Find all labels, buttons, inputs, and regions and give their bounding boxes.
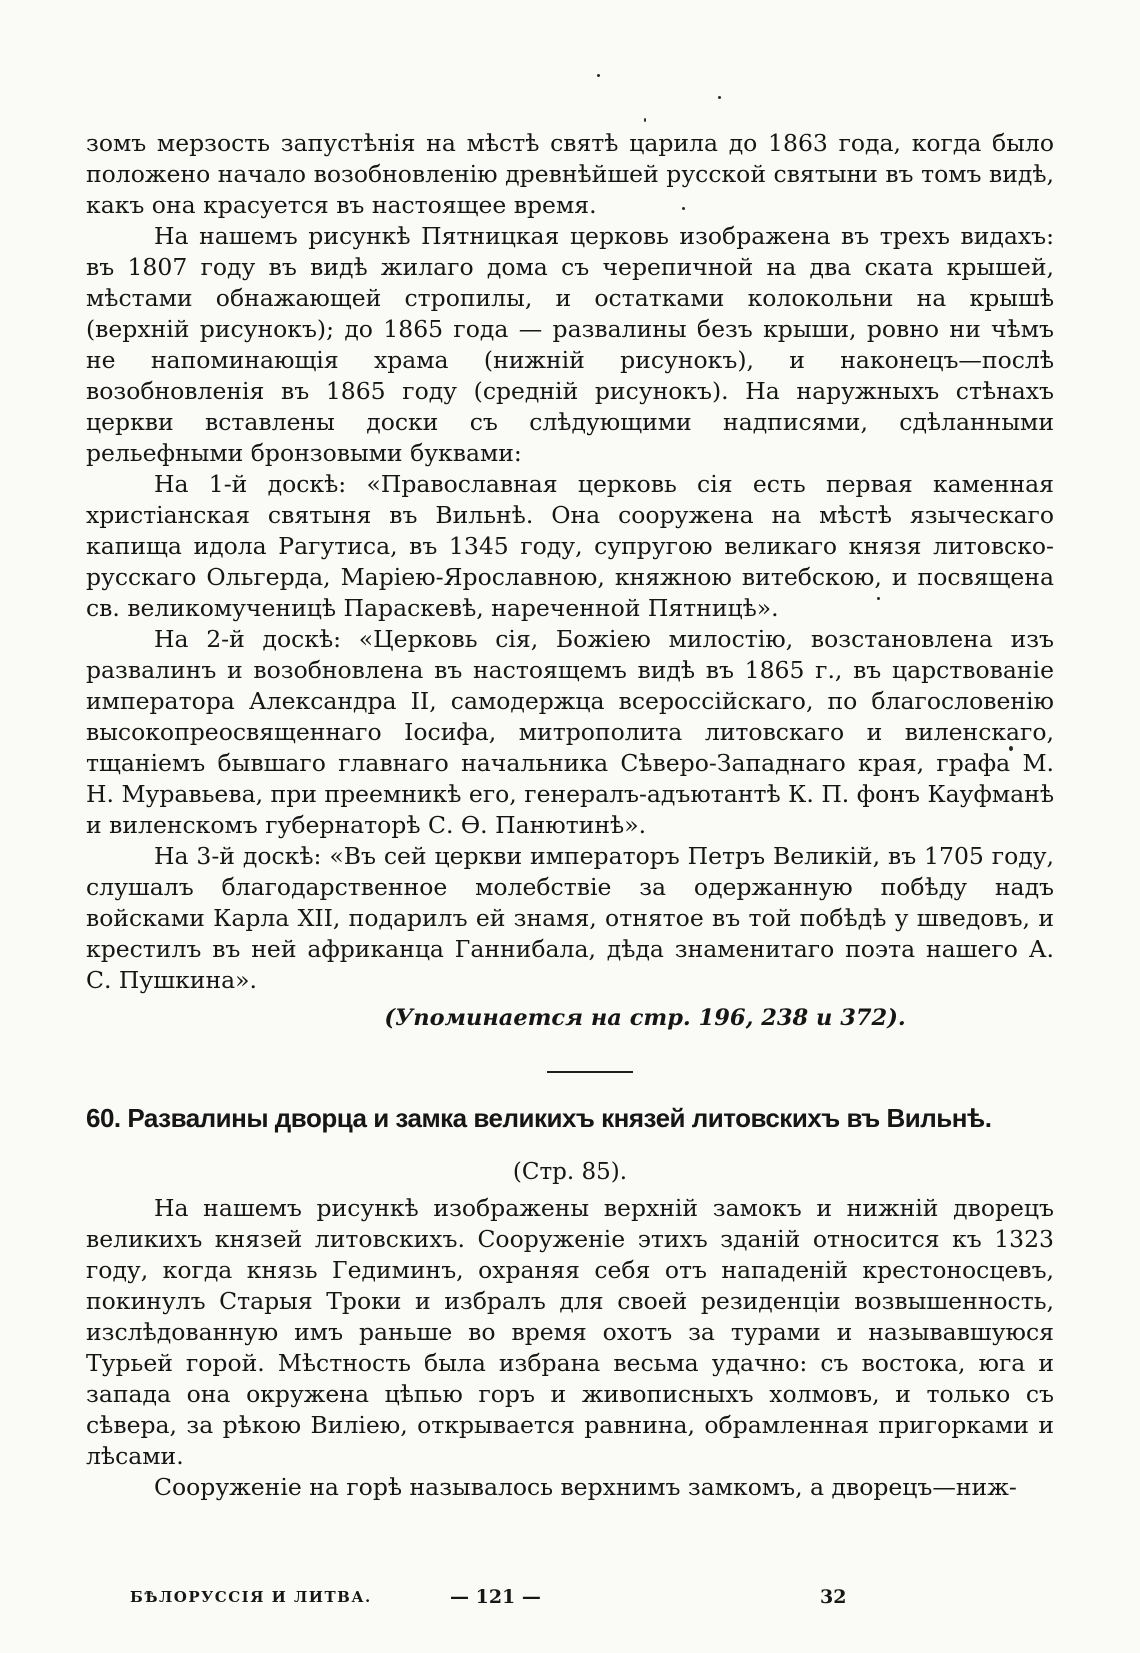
article-vilna-castle	[86, 1193, 1054, 1503]
paragraph-plaque-2: На 2-й доскѣ: «Церковь сія, Божіею милостію, возстановлена изъ развалинъ и возобновлена въ настоящемъ видѣ въ 1865 г., въ царствованіе императора Александра II, самодержца всероссійскаго, по благословенію высокопреосвященнаго Іосифа, митрополита литовскаго и виленскаго, тщаніемъ бывшаго главнаго начальника Сѣверо-Западнаго края, графа М. Н. Муравьева, при преемникѣ его, генералъ-адъютантѣ К. П. фонъ Кауфманѣ и виленскомъ губернаторѣ С. Ѳ. Панютинѣ».	[86, 625, 1054, 839]
paragraph-castle-description: На нашемъ рисункѣ изображены верхній замокъ и нижній дворецъ великихъ князей литовскихъ. Сооруженіе этихъ зданій относится къ 1323 году, когда князь Гедиминъ, охраняя себя отъ нападеній крестоносцевъ, покинулъ Старыя Троки и избралъ для своей резиденціи возвышенность, изслѣдованную имъ раньше во время охотъ за турами и называвшуюся Турьей горой. Мѣстность была избрана весьма удачно: съ востока, юга и запада она окружена цѣпью горъ и живописныхъ холмовъ, и только съ сѣвера, за рѣкою Виліею, открывается равнина, обрамленная пригорками и лѣсами.	[86, 1193, 1054, 1470]
section-divider	[547, 1071, 633, 1073]
paragraph-castle-continuation: Сооруженіе на горѣ называлось верхнимъ замкомъ, а дворецъ—ниж-	[154, 1472, 1017, 1501]
paragraph-plaque-1: На 1-й доскѣ: «Православная церковь сія есть первая каменная христіанская святыня въ Вильнѣ. Она сооружена на мѣстѣ языческаго капища идола Рагутиса, въ 1345 году, супругою великаго князя литовско-русскаго Ольгерда, Маріею-Ярославною, княжною витебскою, и посвящена св. великомученицѣ Параскевѣ, нареченной Пятницѣ».	[86, 470, 1054, 622]
footer-page-number: — 121 —	[450, 1586, 541, 1608]
footer-signature-mark: 32	[820, 1586, 847, 1608]
footer-book-title: БѢЛОРУССІЯ И ЛИТВА.	[130, 1588, 372, 1606]
section-page-reference: (Стр. 85).	[512, 1158, 628, 1185]
reference-note: (Упоминается на стр. 196, 238 и 372).	[384, 1005, 906, 1031]
section-heading: 60. Развалины дворца и замка великихъ князей литовскихъ въ Вильнѣ.	[86, 1103, 992, 1133]
article-pyatnitskaya-church	[86, 128, 1054, 996]
paragraph-plaque-3: На 3-й доскѣ: «Въ сей церкви императоръ Петръ Великій, въ 1705 году, слушалъ благодарственное молебствіе за одержанную побѣду надъ войсками Карла XII, подарилъ ей знамя, отнятое въ той побѣдѣ у шведовъ, и крестилъ въ ней африканца Ганнибала, дѣда знаменитаго поэта нашего А. С. Пушкина».	[86, 842, 1054, 994]
document-page	[86, 128, 1054, 1503]
paragraph-continuation: зомъ мерзость запустѣнія на мѣстѣ святѣ царила до 1863 года, когда было положено начало возобновленію древнѣйшей русской святыни въ томъ видѣ, какъ она красуется въ настоящее время.	[86, 129, 1054, 219]
paragraph-drawing-description: На нашемъ рисункѣ Пятницкая церковь изображена въ трехъ видахъ: въ 1807 году въ видѣ жилаго дома съ черепичной на два ската крышей, мѣстами обнажающей стропилы, и остатками колокольни на крышѣ (верхній рисунокъ); до 1865 года — развалины безъ крыши, ровно ни чѣмъ не напоминающія храма (нижній рисунокъ), и наконецъ—послѣ возобновленія въ 1865 году (средній рисунокъ). На наружныхъ стѣнахъ церкви вставлены доски съ слѣдующими надписями, сдѣланными рельефными бронзовыми буквами:	[86, 222, 1054, 467]
